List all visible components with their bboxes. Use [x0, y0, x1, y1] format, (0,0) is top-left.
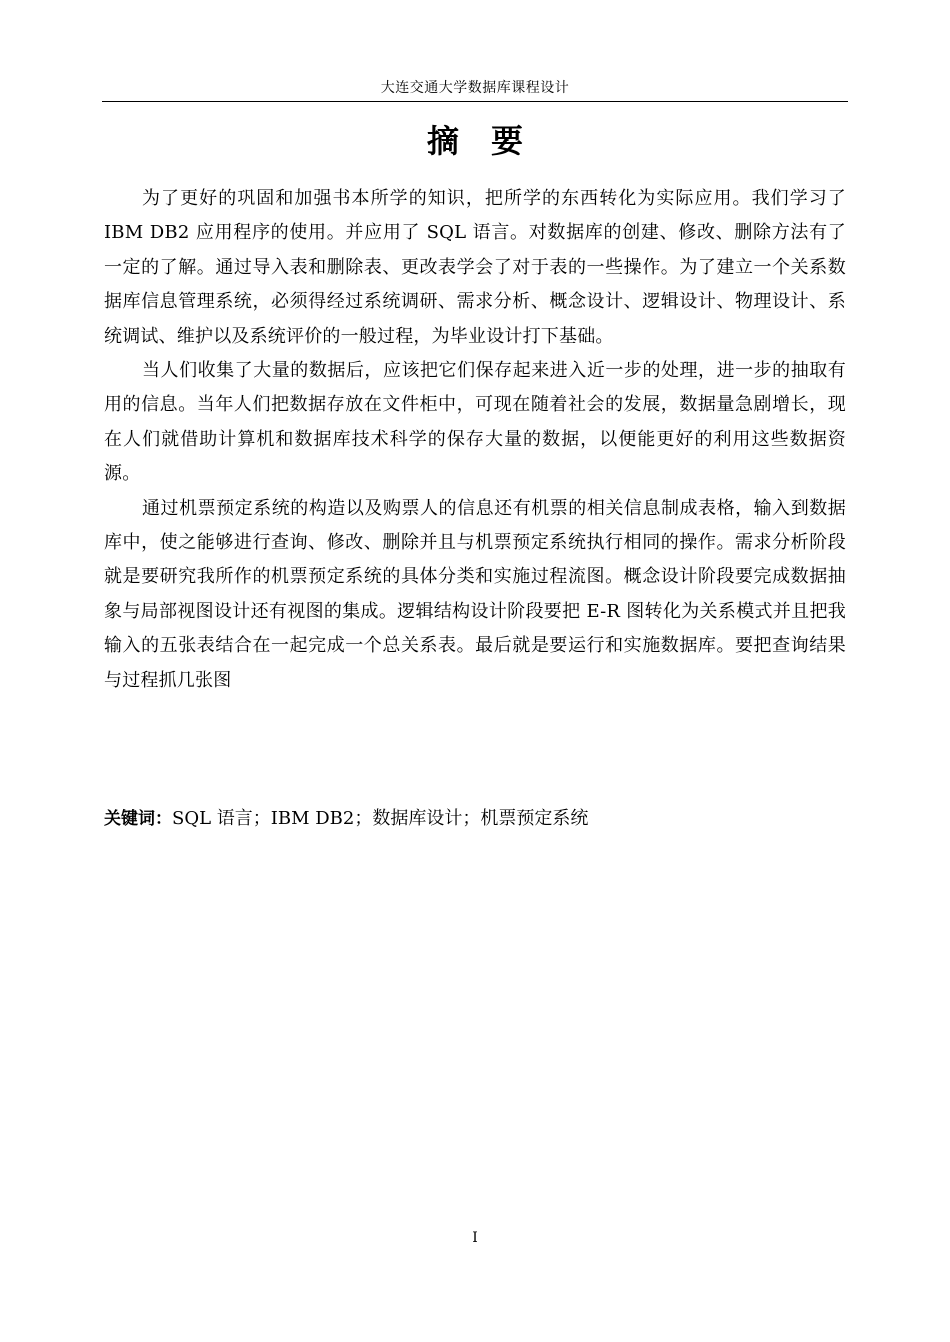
page-title: 摘要 [426, 122, 555, 160]
abstract-body [104, 182, 846, 698]
keywords-label: 关键词： [104, 809, 172, 829]
page-number: I [472, 1230, 478, 1246]
header-divider [102, 101, 848, 102]
keywords-text: SQL 语言；IBM DB2；数据库设计；机票预定系统 [172, 808, 589, 829]
keywords-line [104, 802, 846, 836]
abstract-paragraph-1: 为了更好的巩固和加强书本所学的知识，把所学的东西转化为实际应用。我们学习了 IBM DB2 应用程序的使用。并应用了 SQL 语言。对数据库的创建、修改、删除方法有了一定的了解。通过导入表和删除表、更改表学会了对于表的一些操作。为了建立一个关系数据库信息管理系统，必须得经过系统调研、需求分析、概念设计、逻辑设计、物理设计、系统调试、维护以及系统评价的一般过程，为毕业设计打下基础。 [104, 188, 846, 347]
abstract-paragraph-2: 当人们收集了大量的数据后，应该把它们保存起来进入近一步的处理，进一步的抽取有用的信息。当年人们把数据存放在文件柜中，可现在随着社会的发展，数据量急剧增长，现在人们就借助计算机和数据库技术科学的保存大量的数据，以便能更好的利用这些数据资源。 [104, 360, 846, 485]
abstract-paragraph-3: 通过机票预定系统的构造以及购票人的信息还有机票的相关信息制成表格，输入到数据库中，使之能够进行查询、修改、删除并且与机票预定系统执行相同的操作。需求分析阶段就是要研究我所作的机票预定系统的具体分类和实施过程流图。概念设计阶段要完成数据抽象与局部视图设计还有视图的集成。逻辑结构设计阶段要把 E-R 图转化为关系模式并且把我输入的五张表结合在一起完成一个总关系表。最后就是要运行和实施数据库。要把查询结果与过程抓几张图 [104, 497, 846, 691]
running-header: 大连交通大学数据库课程设计 [380, 80, 570, 96]
